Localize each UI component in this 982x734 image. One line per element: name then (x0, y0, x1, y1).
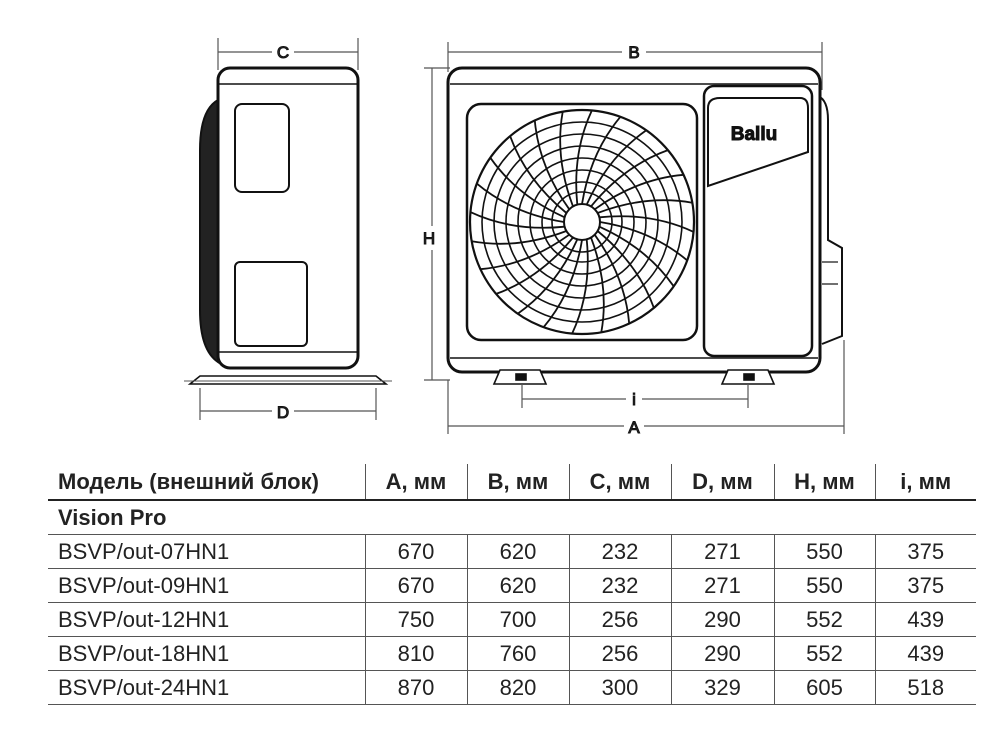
dimension-h-label: H (422, 229, 436, 248)
dimension-cell: 760 (467, 637, 569, 671)
header-dimension: H, мм (774, 464, 875, 500)
dimension-d-label: D (276, 403, 290, 422)
dimension-cell: 620 (467, 569, 569, 603)
dimension-cell: 620 (467, 535, 569, 569)
model-cell: BSVP/out-09HN1 (58, 572, 230, 598)
table-row (48, 637, 976, 671)
front-view (423, 42, 844, 437)
dimension-cell: 518 (875, 671, 976, 705)
side-view (184, 38, 392, 422)
dimension-cell: 375 (875, 535, 976, 569)
dimension-cell: 670 (365, 535, 467, 569)
dimension-cell: 439 (875, 637, 976, 671)
dimension-cell: 329 (671, 671, 774, 705)
dimension-c-label: C (276, 43, 290, 62)
dimension-cell: 290 (671, 637, 774, 671)
table-row (48, 569, 976, 603)
header-model: Модель (внешний блок) (48, 464, 365, 500)
dimension-cell: 552 (774, 637, 875, 671)
table-group-row (48, 500, 976, 535)
dimension-a-label: A (628, 418, 640, 437)
table-row (48, 535, 976, 569)
dimension-cell: 605 (774, 671, 875, 705)
model-cell: BSVP/out-07HN1 (58, 538, 230, 564)
dimension-cell: 271 (671, 535, 774, 569)
model-cell: BSVP/out-12HN1 (58, 606, 230, 632)
dimension-cell: 552 (774, 603, 875, 637)
header-dimension: B, мм (467, 464, 569, 500)
dimension-cell: 256 (569, 637, 671, 671)
valve-housing (818, 96, 842, 344)
ballu-logo: Ballu (730, 124, 778, 145)
dimension-cell: 300 (569, 671, 671, 705)
dimension-cell: 670 (365, 569, 467, 603)
dimension-cell: 375 (875, 569, 976, 603)
series-name: Vision Pro (58, 504, 167, 530)
model-cell: BSVP/out-24HN1 (58, 674, 230, 700)
dimension-cell: 870 (365, 671, 467, 705)
dimension-cell: 290 (671, 603, 774, 637)
dimension-b-label: B (628, 43, 640, 62)
side-back-grille (200, 100, 218, 362)
dimension-cell: 256 (569, 603, 671, 637)
dimension-cell: 750 (365, 603, 467, 637)
dimension-cell: 439 (875, 603, 976, 637)
dimension-h (424, 68, 450, 380)
dimension-cell: 550 (774, 535, 875, 569)
dimension-cell: 232 (569, 569, 671, 603)
table-row (48, 671, 976, 705)
dimension-cell: 550 (774, 569, 875, 603)
header-dimension: D, мм (671, 464, 774, 500)
dimension-i-label: i (632, 390, 636, 409)
model-cell: BSVP/out-18HN1 (58, 640, 230, 666)
dimension-cell: 271 (671, 569, 774, 603)
table-row (48, 603, 976, 637)
header-dimension: A, мм (365, 464, 467, 500)
dimension-cell: 810 (365, 637, 467, 671)
header-dimension: C, мм (569, 464, 671, 500)
dimension-cell: 232 (569, 535, 671, 569)
dimension-cell: 820 (467, 671, 569, 705)
table-header-row (48, 464, 976, 500)
header-dimension: i, мм (875, 464, 976, 500)
dimension-cell: 700 (467, 603, 569, 637)
side-feet (190, 376, 386, 384)
dimensions-table (48, 464, 976, 705)
